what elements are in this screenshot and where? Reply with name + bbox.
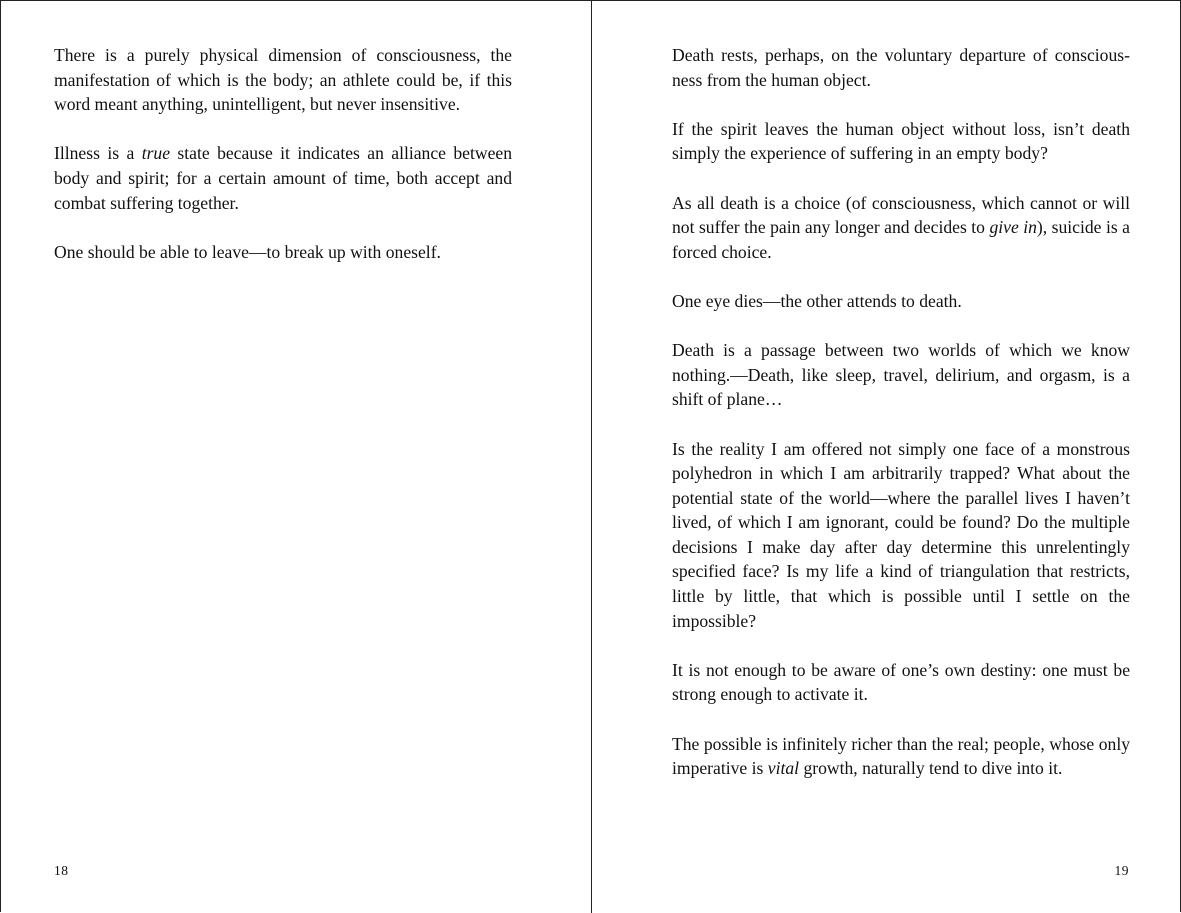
emphasis-text: vital xyxy=(767,758,800,779)
paragraph-text: state because it indicates an alliance between body and spirit; for a certain amount of time, both accept and combat suffering together. xyxy=(54,143,512,213)
page-number: 19 xyxy=(1114,863,1129,878)
emphasis-text: true xyxy=(141,143,171,164)
paragraph-text: It is not enough to be aware of one’s own destiny: one must be strong enough to activate it. xyxy=(672,659,1130,705)
paragraph xyxy=(672,191,1130,265)
paragraph xyxy=(672,338,1130,412)
paragraph-text: ), suicide is a forced choice. xyxy=(672,217,1130,262)
paragraph xyxy=(54,240,512,265)
right-page xyxy=(592,1,1181,912)
paragraph xyxy=(672,732,1130,781)
paragraph-text: As all death is a choice (of consciousness, which cannot or will not suffer the pain any longer and decides to xyxy=(672,192,1130,238)
paragraph xyxy=(672,437,1130,634)
paragraph-text: Illness is a xyxy=(54,143,142,164)
emphasis-text: give in xyxy=(989,217,1037,238)
paragraph xyxy=(54,141,512,215)
paragraph-text: growth, naturally tend to dive into it. xyxy=(799,758,1063,779)
paragraph xyxy=(672,43,1130,92)
paragraph xyxy=(54,43,512,117)
paragraph-text: Is the reality I am offered not simply one face of a monstrous polyhedron in which I am arbitrarily trapped? What about the potential state of the world—where the parallel lives I haven’t lived, of which I am ignorant, could be found? Do the multiple decisions I make day after day determine this unrelentingly specified face? Is my life a kind of triangulation that restricts, little by little, that which is possible until I settle on the impossible? xyxy=(672,438,1130,631)
paragraph-text: One eye dies—the other attends to death. xyxy=(672,290,962,311)
paragraph-text: One should be able to leave—to break up with oneself. xyxy=(54,241,441,262)
paragraph xyxy=(672,658,1130,707)
paragraph-text: Death is a passage between two worlds of which we know nothing.—Death, like sleep, travel, delirium, and orgasm, is a shift of plane… xyxy=(672,340,1130,410)
paragraph-text: If the spirit leaves the human object without loss, isn’t death simply the experience of suffering in an empty body? xyxy=(672,118,1130,164)
left-page-text xyxy=(54,43,512,289)
paragraph xyxy=(672,289,1130,314)
left-page xyxy=(1,1,591,912)
paragraph-text: Death rests, perhaps, on the voluntary departure of consciousness from the human object. xyxy=(672,45,1130,90)
right-page-text xyxy=(672,43,1130,805)
paragraph xyxy=(672,117,1130,166)
page-number: 18 xyxy=(54,863,69,878)
paragraph-text: The possible is infinitely richer than the real; people, whose only imperative is xyxy=(672,733,1130,779)
paragraph-text: There is a purely physical dimension of consciousness, the manifestation of which is the body; an athlete could be, if this word meant anything, unintelligent, but never insensitive. xyxy=(54,45,512,115)
